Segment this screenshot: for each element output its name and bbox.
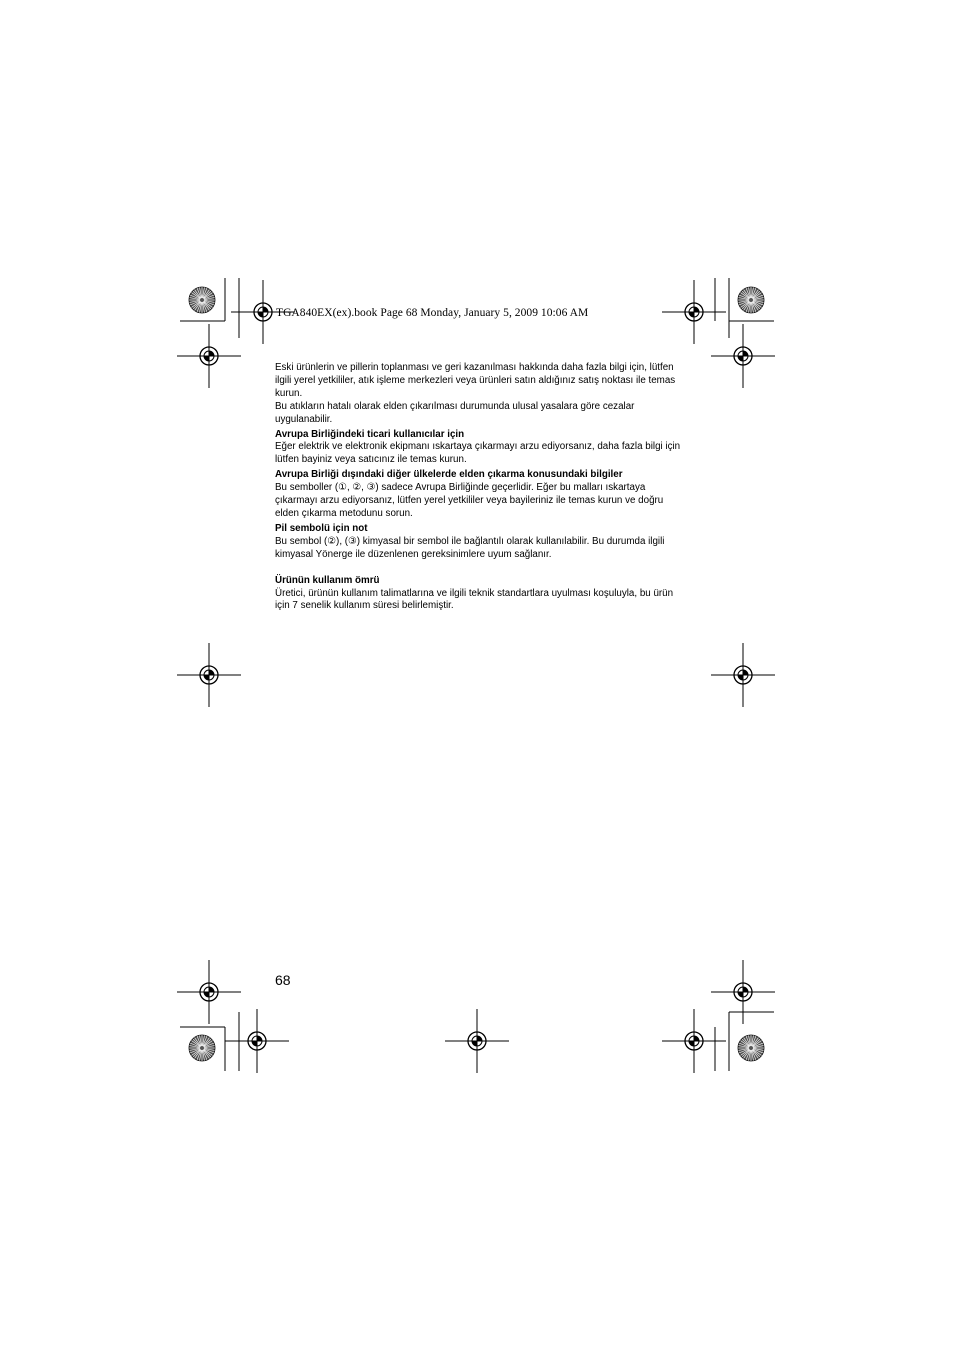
body-eu-business-users: Eğer elektrik ve elektronik ekipmanı ıskartaya çıkarmayı arzu ediyorsanız, daha fazla bilgi için lütfen bayiniz veya satıcınız ile temas kurun. — [275, 441, 681, 466]
document-body — [275, 362, 681, 613]
page-number: 68 — [275, 972, 291, 988]
body-non-eu-disposal: Bu semboller (①, ②, ③) sadece Avrupa Birliğinde geçerlidir. Eğer bu malları ıskartaya çıkarmayı arzu ediyorsanız, lütfen yerel yetkililer veya bayileriniz ile temas kurun ve doğru elden çıkarma metodunu sorun. — [275, 482, 664, 519]
paragraph-penalties: Bu atıkların hatalı olarak elden çıkarılması durumunda ulusal yasalara göre cezalar uygulanabilir. — [275, 400, 635, 425]
heading-eu-business-users: Avrupa Birliğindeki ticari kullanıcılar için — [275, 428, 465, 440]
heading-non-eu-disposal: Avrupa Birliği dışındaki diğer ülkelerde elden çıkarma konusundaki bilgiler — [275, 469, 623, 481]
body-battery-symbol-note: Bu sembol (②), (③) kimyasal bir sembol ile bağlantılı olarak kullanılabilir. Bu durumda ilgili kimyasal Yönerge ile düzenlenen gereksinimlere uyum sağlanır. — [275, 535, 665, 560]
heading-product-lifetime: Ürünün kullanım ömrü — [275, 574, 380, 586]
heading-battery-symbol-note: Pil sembolü için not — [275, 522, 368, 534]
body-product-lifetime: Üretici, ürünün kullanım talimatlarına ve ilgili teknik standartlara uyulması koşuluyla, bu ürün için 7 senelik kullanım süresi belirlemiştir. — [275, 587, 674, 612]
book-file-header: TGA840EX(ex).book Page 68 Monday, January 5, 2009 10:06 AM — [276, 307, 589, 319]
paragraph-collection-info: Eski ürünlerin ve pillerin toplanması ve geri kazanılması hakkında daha fazla bilgi için, lütfen ilgili yerel yetkililer, atık işleme merkezleri veya ürünleri satın aldığınız satış noktası ile temas kurun. — [275, 362, 676, 399]
